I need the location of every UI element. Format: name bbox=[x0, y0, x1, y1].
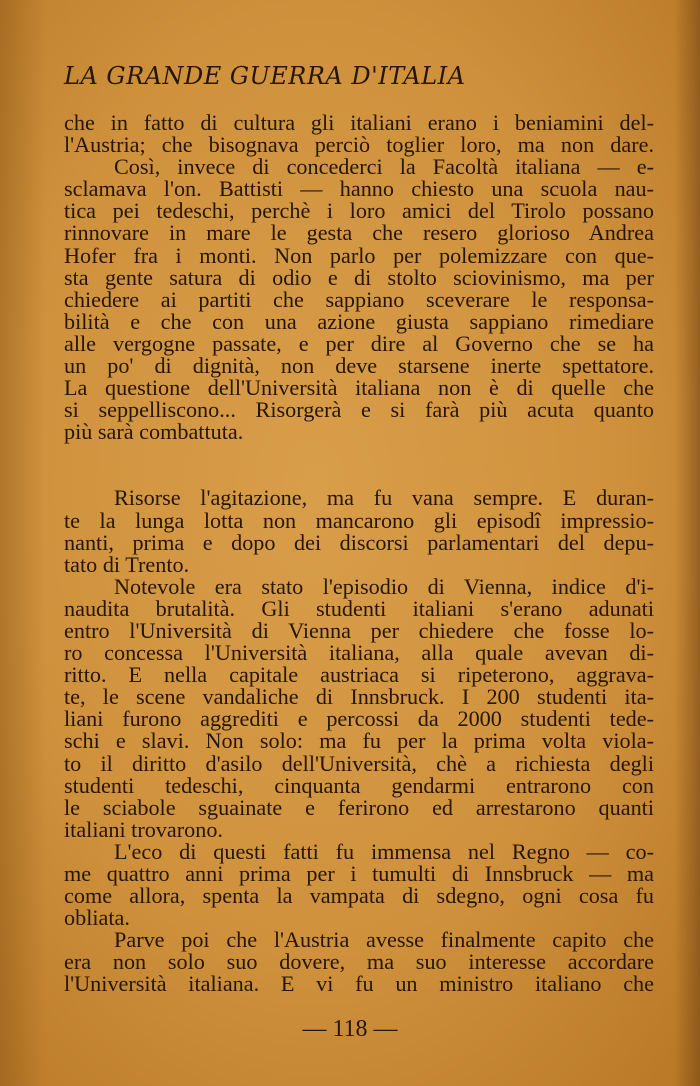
text-line: Risorse l'agitazione, ma fu vana sempre. E duran- bbox=[114, 485, 654, 511]
text-line: liani furono aggrediti e percossi da 2000 studenti tede- bbox=[64, 706, 654, 732]
text-line: nanti, prima e dopo dei discorsi parlamentari del depu- bbox=[64, 529, 654, 555]
text-line: alle vergogne passate, e per dire al Governo che se ha bbox=[64, 330, 654, 356]
text-line: te la lunga lotta non mancarono gli episodî impressio- bbox=[64, 507, 654, 533]
text-line: come allora, spenta la vampata di sdegno, ogni cosa fu bbox=[64, 883, 654, 909]
text-line: La questione dell'Università italiana non è di quelle che bbox=[64, 375, 654, 401]
text-line: Così, invece di concederci la Facoltà italiana — e- bbox=[114, 154, 654, 180]
text-line: più sarà combattuta. bbox=[64, 419, 244, 445]
text-line: l'Università italiana. E vi fu un ministro italiano che bbox=[64, 971, 654, 997]
text-line: rinnovare in mare le gesta che resero glorioso Andrea bbox=[64, 220, 654, 246]
text-line: tica pei tedeschi, perchè i loro amici del Tirolo possano bbox=[64, 198, 654, 224]
text-line: tato di Trento. bbox=[64, 551, 190, 577]
text-line: l'Austria; che bisognava perciò toglier loro, ma non dare. bbox=[64, 132, 654, 158]
text-line: chiedere ai partiti che sappiano sceverare le responsa- bbox=[64, 286, 654, 312]
section-gap bbox=[64, 443, 654, 487]
text-line: to il diritto d'asilo dell'Università, chè a richiesta degli bbox=[64, 750, 654, 776]
text-line: sta gente satura di odio e di stolto sciovinismo, ma per bbox=[64, 264, 654, 290]
text-line: schi e slavi. Non solo: ma fu per la prima volta viola- bbox=[64, 728, 654, 754]
text-line: era non solo suo dovere, ma suo interesse accordare bbox=[64, 949, 654, 975]
text-line: che in fatto di cultura gli italiani erano i beniamini del- bbox=[64, 110, 654, 135]
text-line: si seppelliscono... Risorgerà e si farà più acuta quanto bbox=[64, 397, 654, 423]
text-line: Hofer fra i monti. Non parlo per polemizzare con que- bbox=[64, 242, 654, 268]
page-number: — 118 — bbox=[302, 1016, 398, 1042]
text-line: italiani trovarono. bbox=[64, 816, 223, 842]
text-line: Parve poi che l'Austria avesse finalmente capito che bbox=[114, 927, 654, 953]
text-line: Notevole era stato l'episodio di Vienna, indice d'i- bbox=[114, 573, 654, 599]
text-line: bilità e che con una azione giusta sappiano rimediare bbox=[64, 308, 654, 334]
text-line: te, le scene vandaliche di Innsbruck. I 200 studenti ita- bbox=[64, 684, 654, 710]
text-line: entro l'Università di Vienna per chiedere che fosse lo- bbox=[64, 617, 654, 643]
text-line: L'eco di questi fatti fu immensa nel Regno — co- bbox=[114, 838, 654, 864]
text-line: obliata. bbox=[64, 905, 130, 931]
running-title: LA GRANDE GUERRA D'ITALIA bbox=[64, 62, 466, 90]
text-line: un po' di dignità, non deve starsene inerte spettatore. bbox=[64, 353, 654, 379]
text-line: ritto. E nella capitale austriaca si ripeterono, aggrava- bbox=[64, 662, 654, 688]
text-line: ro concessa l'Università italiana, alla quale avevan di- bbox=[64, 640, 654, 666]
text-line: me quattro anni prima per i tumulti di Innsbruck — ma bbox=[64, 861, 654, 886]
text-line: sclamava l'on. Battisti — hanno chiesto una scuola nau- bbox=[64, 176, 654, 202]
text-line: naudita brutalità. Gli studenti italiani s'erano adunati bbox=[64, 595, 654, 621]
body-text bbox=[64, 112, 654, 996]
text-line: studenti tedeschi, cinquanta gendarmi entrarono con bbox=[64, 772, 654, 798]
text-line: le sciabole sguainate e ferirono ed arrestarono quanti bbox=[64, 794, 654, 820]
